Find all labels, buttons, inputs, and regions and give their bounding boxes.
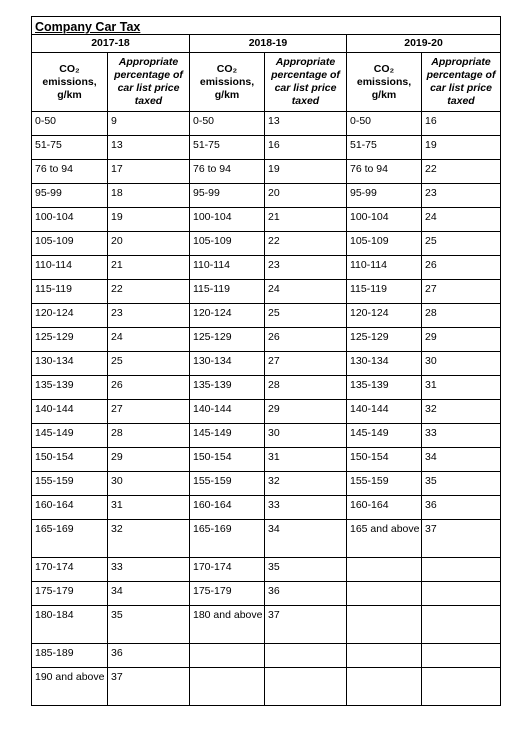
emissions-band-cell: 95-99	[190, 184, 265, 208]
emissions-band-cell: 180-184	[32, 606, 108, 644]
emissions-band-cell: 145-149	[32, 424, 108, 448]
emissions-band-cell: 130-134	[190, 352, 265, 376]
percentage-cell	[422, 558, 501, 582]
percentage-cell: 13	[108, 136, 190, 160]
percentage-cell: 19	[422, 136, 501, 160]
percentage-cell: 35	[108, 606, 190, 644]
percentage-cell: 23	[265, 256, 347, 280]
emissions-band-cell: 160-164	[347, 496, 422, 520]
percentage-cell: 37	[265, 606, 347, 644]
emissions-band-cell: 165-169	[190, 520, 265, 558]
table-row	[32, 112, 501, 136]
table-row	[32, 256, 501, 280]
emissions-header: CO₂ emissions, g/km	[32, 53, 108, 112]
percentage-cell: 34	[108, 582, 190, 606]
emissions-band-cell: 105-109	[190, 232, 265, 256]
percentage-cell: 25	[108, 352, 190, 376]
percentage-cell: 24	[265, 280, 347, 304]
percentage-cell: 27	[265, 352, 347, 376]
table-row	[32, 136, 501, 160]
emissions-band-cell: 170-174	[190, 558, 265, 582]
percentage-cell: 25	[422, 232, 501, 256]
emissions-band-cell: 190 and above	[32, 668, 108, 706]
percentage-cell: 36	[108, 644, 190, 668]
emissions-band-cell: 140-144	[347, 400, 422, 424]
emissions-header: CO₂ emissions, g/km	[190, 53, 265, 112]
percentage-cell	[422, 668, 501, 706]
table-row	[32, 328, 501, 352]
emissions-band-cell: 135-139	[190, 376, 265, 400]
percentage-cell: 23	[108, 304, 190, 328]
emissions-band-cell: 120-124	[32, 304, 108, 328]
percentage-cell	[422, 606, 501, 644]
percentage-cell: 27	[422, 280, 501, 304]
table-title: Company Car Tax	[32, 17, 501, 35]
percentage-cell: 22	[422, 160, 501, 184]
table-row	[32, 160, 501, 184]
table-row	[32, 644, 501, 668]
emissions-band-cell: 115-119	[347, 280, 422, 304]
company-car-tax-document	[31, 16, 500, 706]
percentage-cell: 29	[108, 448, 190, 472]
year-header-2017-18: 2017-18	[32, 35, 190, 53]
table-row	[32, 472, 501, 496]
table-row	[32, 558, 501, 582]
emissions-band-cell: 100-104	[190, 208, 265, 232]
emissions-band-cell: 95-99	[32, 184, 108, 208]
percentage-cell: 16	[265, 136, 347, 160]
percentage-header: Appropriate percentage of car list price taxed	[108, 53, 190, 112]
percentage-cell: 27	[108, 400, 190, 424]
percentage-cell: 29	[422, 328, 501, 352]
percentage-cell: 36	[422, 496, 501, 520]
percentage-cell: 23	[422, 184, 501, 208]
table-row	[32, 582, 501, 606]
percentage-cell: 9	[108, 112, 190, 136]
percentage-header: Appropriate percentage of car list price taxed	[422, 53, 501, 112]
emissions-band-cell	[347, 558, 422, 582]
emissions-band-cell: 140-144	[190, 400, 265, 424]
emissions-band-cell: 51-75	[190, 136, 265, 160]
percentage-cell	[422, 644, 501, 668]
emissions-band-cell: 150-154	[347, 448, 422, 472]
table-row	[32, 448, 501, 472]
emissions-band-cell: 120-124	[190, 304, 265, 328]
emissions-band-cell	[347, 644, 422, 668]
emissions-band-cell: 0-50	[32, 112, 108, 136]
percentage-cell: 30	[422, 352, 501, 376]
emissions-band-cell: 165-169	[32, 520, 108, 558]
emissions-band-cell: 155-159	[190, 472, 265, 496]
table-row	[32, 304, 501, 328]
emissions-band-cell	[190, 644, 265, 668]
percentage-cell	[265, 644, 347, 668]
percentage-cell: 24	[422, 208, 501, 232]
percentage-cell	[265, 668, 347, 706]
emissions-band-cell: 175-179	[190, 582, 265, 606]
percentage-cell: 32	[108, 520, 190, 558]
emissions-band-cell: 145-149	[347, 424, 422, 448]
percentage-cell: 20	[108, 232, 190, 256]
emissions-band-cell: 110-114	[347, 256, 422, 280]
percentage-cell: 32	[265, 472, 347, 496]
emissions-band-cell: 150-154	[32, 448, 108, 472]
percentage-cell: 20	[265, 184, 347, 208]
emissions-band-cell: 125-129	[347, 328, 422, 352]
table-row	[32, 232, 501, 256]
table-row	[32, 208, 501, 232]
table-row	[32, 400, 501, 424]
year-header-2018-19: 2018-19	[190, 35, 347, 53]
percentage-cell: 21	[265, 208, 347, 232]
percentage-cell: 32	[422, 400, 501, 424]
percentage-cell	[422, 582, 501, 606]
emissions-band-cell: 135-139	[32, 376, 108, 400]
emissions-band-cell: 155-159	[347, 472, 422, 496]
percentage-cell: 34	[422, 448, 501, 472]
emissions-band-cell: 115-119	[32, 280, 108, 304]
percentage-cell: 16	[422, 112, 501, 136]
emissions-band-cell: 0-50	[347, 112, 422, 136]
percentage-cell: 19	[108, 208, 190, 232]
percentage-cell: 33	[108, 558, 190, 582]
table-row	[32, 184, 501, 208]
emissions-band-cell: 185-189	[32, 644, 108, 668]
percentage-cell: 18	[108, 184, 190, 208]
percentage-header: Appropriate percentage of car list price taxed	[265, 53, 347, 112]
table-row	[32, 424, 501, 448]
percentage-cell: 36	[265, 582, 347, 606]
emissions-band-cell: 76 to 94	[347, 160, 422, 184]
emissions-band-cell: 155-159	[32, 472, 108, 496]
emissions-band-cell: 130-134	[347, 352, 422, 376]
percentage-cell: 35	[422, 472, 501, 496]
emissions-band-cell: 95-99	[347, 184, 422, 208]
emissions-band-cell	[347, 582, 422, 606]
emissions-band-cell: 175-179	[32, 582, 108, 606]
percentage-cell: 26	[422, 256, 501, 280]
emissions-band-cell: 110-114	[190, 256, 265, 280]
percentage-cell: 30	[265, 424, 347, 448]
emissions-band-cell: 120-124	[347, 304, 422, 328]
emissions-band-cell: 125-129	[190, 328, 265, 352]
percentage-cell: 26	[265, 328, 347, 352]
emissions-band-cell: 0-50	[190, 112, 265, 136]
emissions-band-cell: 170-174	[32, 558, 108, 582]
emissions-band-cell: 140-144	[32, 400, 108, 424]
emissions-band-cell: 125-129	[32, 328, 108, 352]
table-row	[32, 496, 501, 520]
table-row	[32, 352, 501, 376]
percentage-cell: 19	[265, 160, 347, 184]
table-row	[32, 280, 501, 304]
emissions-band-cell: 100-104	[32, 208, 108, 232]
emissions-band-cell: 160-164	[32, 496, 108, 520]
emissions-band-cell: 135-139	[347, 376, 422, 400]
emissions-band-cell: 115-119	[190, 280, 265, 304]
percentage-cell: 24	[108, 328, 190, 352]
percentage-cell: 22	[265, 232, 347, 256]
percentage-cell: 37	[422, 520, 501, 558]
percentage-cell: 34	[265, 520, 347, 558]
emissions-band-cell: 110-114	[32, 256, 108, 280]
year-header-2019-20: 2019-20	[347, 35, 501, 53]
table-row	[32, 376, 501, 400]
emissions-band-cell: 51-75	[32, 136, 108, 160]
emissions-band-cell: 105-109	[32, 232, 108, 256]
percentage-cell: 21	[108, 256, 190, 280]
percentage-cell: 31	[422, 376, 501, 400]
percentage-cell: 33	[422, 424, 501, 448]
emissions-band-cell	[190, 668, 265, 706]
emissions-band-cell: 51-75	[347, 136, 422, 160]
percentage-cell: 28	[108, 424, 190, 448]
emissions-header: CO₂ emissions, g/km	[347, 53, 422, 112]
car-tax-table	[31, 16, 501, 706]
percentage-cell: 31	[108, 496, 190, 520]
percentage-cell: 22	[108, 280, 190, 304]
percentage-cell: 37	[108, 668, 190, 706]
percentage-cell: 30	[108, 472, 190, 496]
emissions-band-cell: 100-104	[347, 208, 422, 232]
table-body	[32, 112, 501, 706]
emissions-band-cell: 76 to 94	[190, 160, 265, 184]
percentage-cell: 25	[265, 304, 347, 328]
emissions-band-cell: 145-149	[190, 424, 265, 448]
percentage-cell: 17	[108, 160, 190, 184]
emissions-band-cell: 165 and above	[347, 520, 422, 558]
table-row	[32, 668, 501, 706]
emissions-band-cell	[347, 668, 422, 706]
table-row	[32, 606, 501, 644]
emissions-band-cell: 150-154	[190, 448, 265, 472]
percentage-cell: 28	[422, 304, 501, 328]
percentage-cell: 33	[265, 496, 347, 520]
percentage-cell: 29	[265, 400, 347, 424]
percentage-cell: 13	[265, 112, 347, 136]
percentage-cell: 28	[265, 376, 347, 400]
emissions-band-cell: 180 and above	[190, 606, 265, 644]
emissions-band-cell: 76 to 94	[32, 160, 108, 184]
percentage-cell: 26	[108, 376, 190, 400]
table-row	[32, 520, 501, 558]
percentage-cell: 31	[265, 448, 347, 472]
emissions-band-cell: 130-134	[32, 352, 108, 376]
emissions-band-cell: 160-164	[190, 496, 265, 520]
emissions-band-cell: 105-109	[347, 232, 422, 256]
emissions-band-cell	[347, 606, 422, 644]
percentage-cell: 35	[265, 558, 347, 582]
